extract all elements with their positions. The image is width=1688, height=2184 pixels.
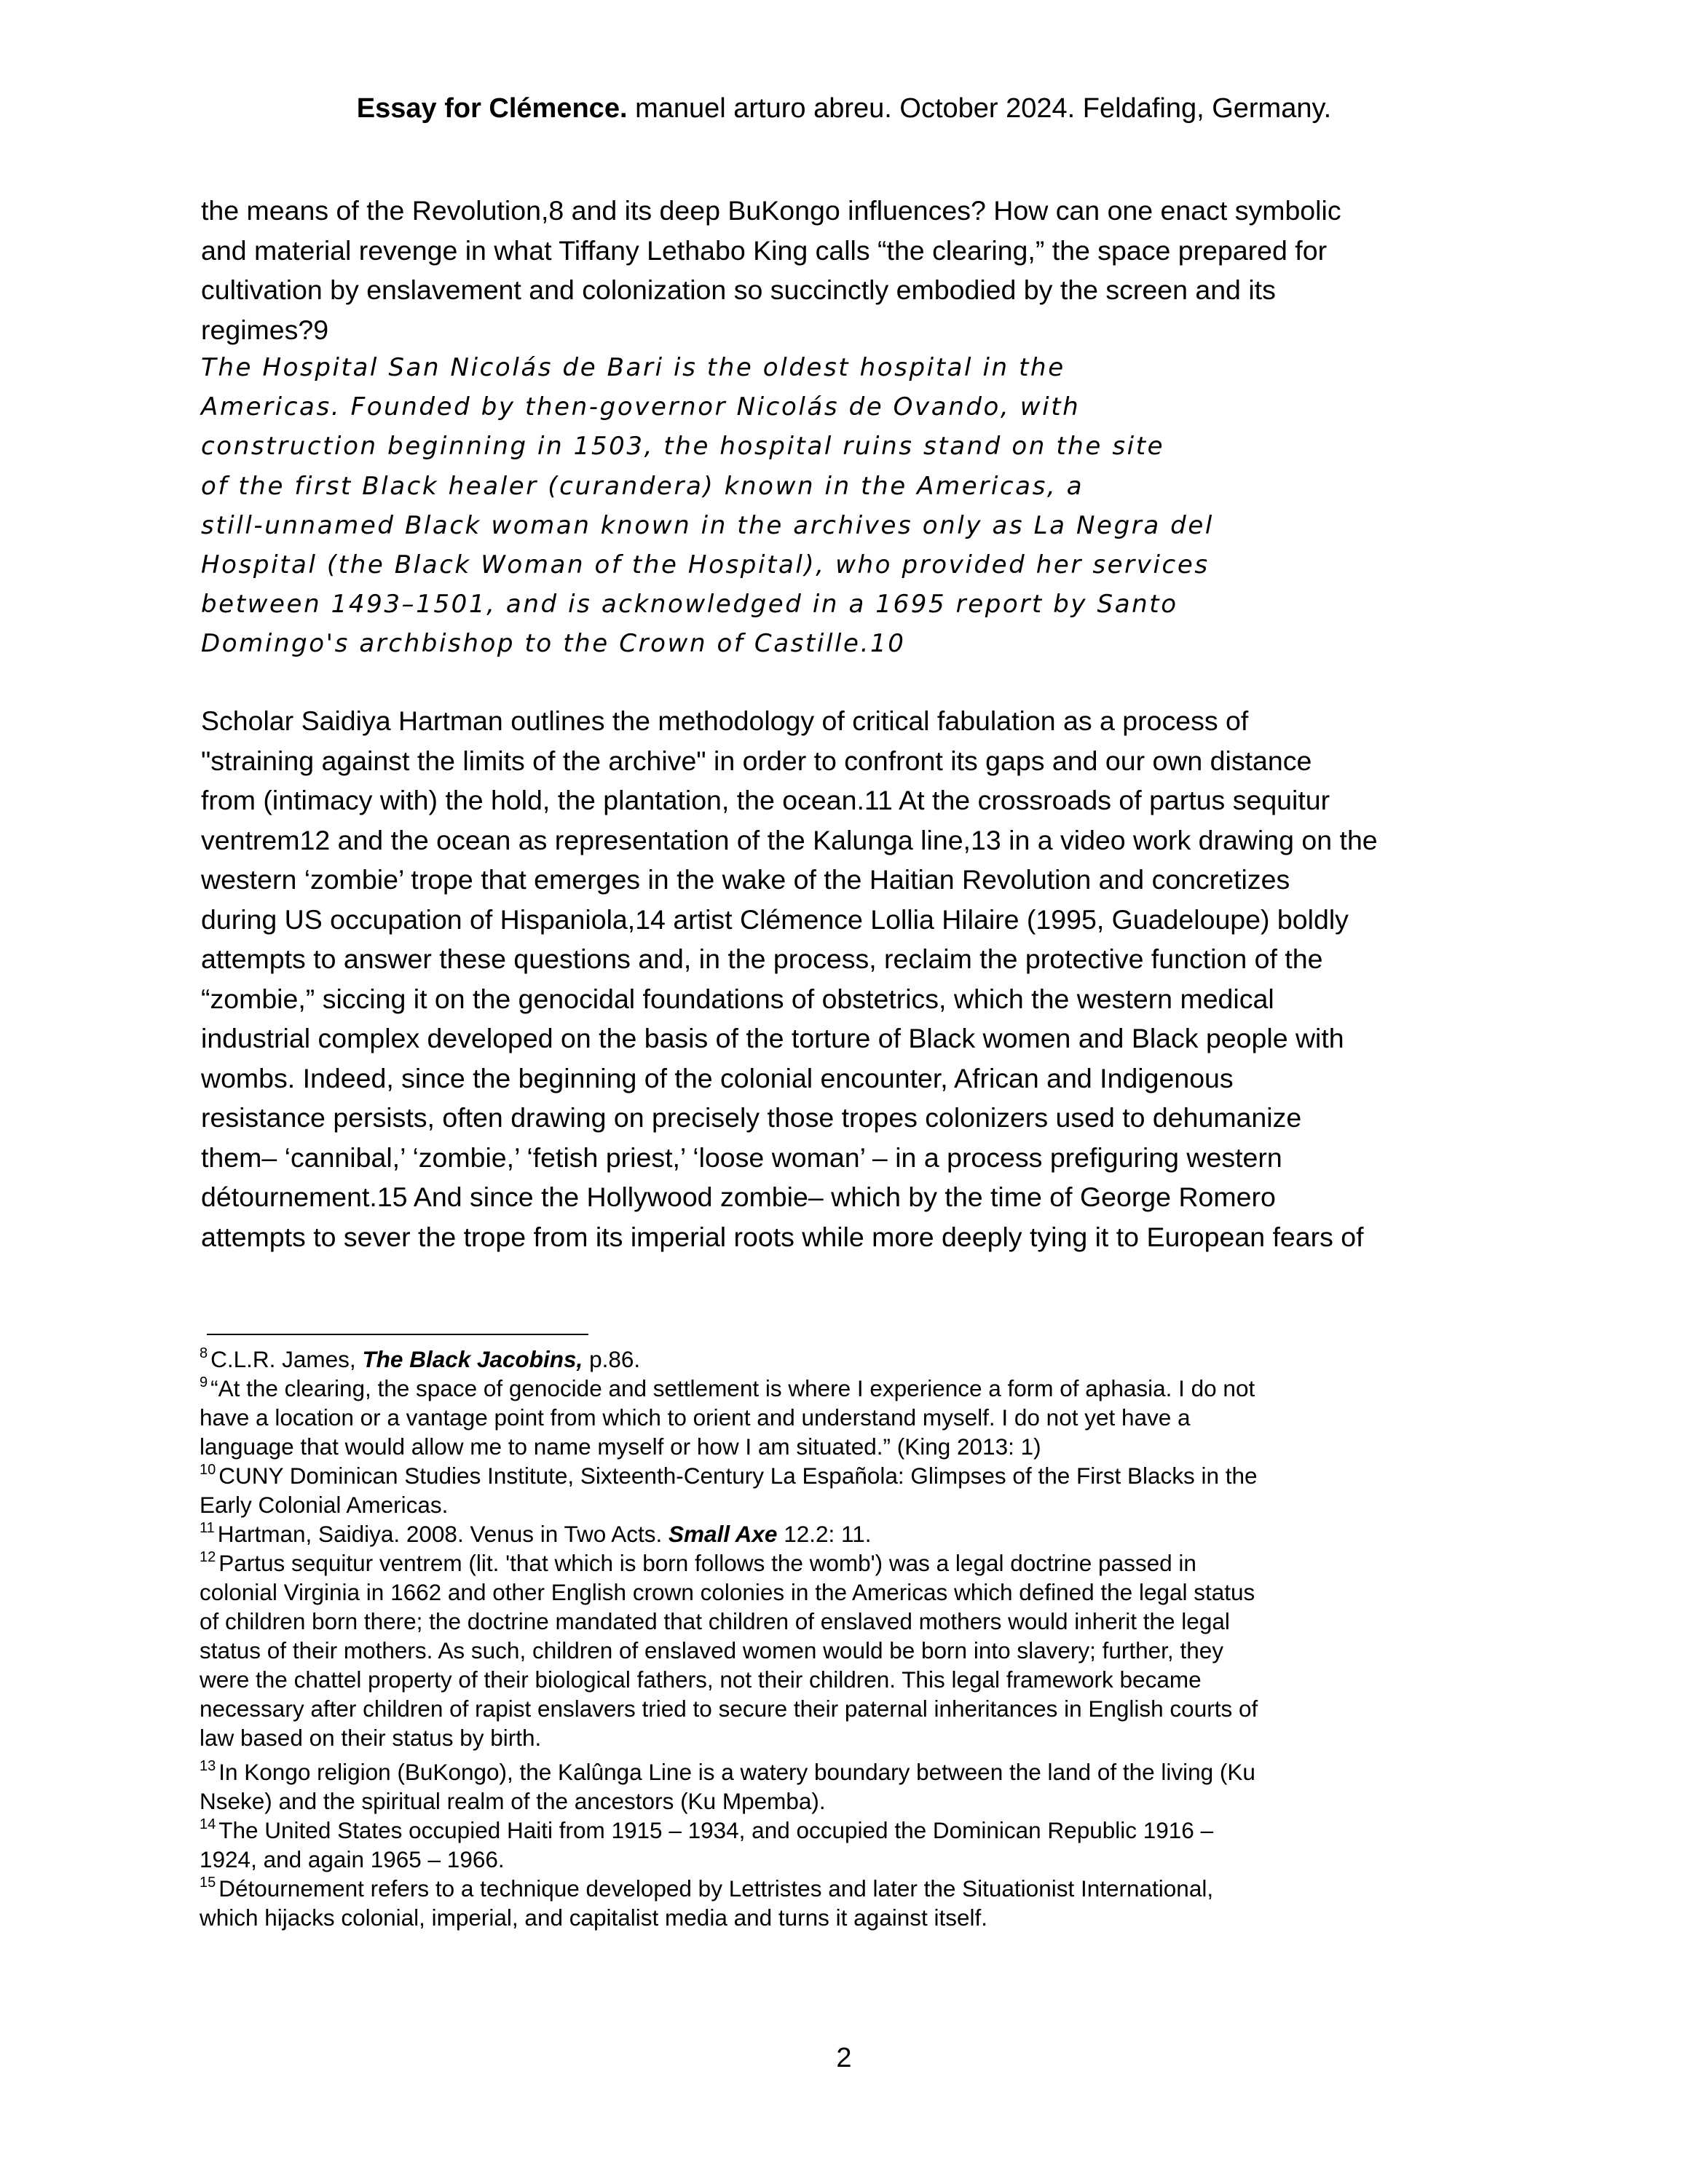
text-line: cultivation by enslavement and colonization so succinctly embodied by the screen and its (201, 274, 1276, 305)
text-line: détournement.15 And since the Hollywood zombie– which by the time of George Romero (201, 1182, 1276, 1212)
text-line: wombs. Indeed, since the beginning of the colonial encounter, African and Indigenous (201, 1062, 1234, 1093)
footnote-text: which hijacks colonial, imperial, and capitalist media and turns it against itself. (200, 1904, 988, 1931)
page-header (0, 92, 1688, 125)
footnote-text: status of their mothers. As such, children of enslaved women would be born into slavery; further, they (200, 1637, 1223, 1663)
header-byline: manuel arturo abreu. October 2024. Feldafing, Germany. (627, 93, 1332, 124)
text-line: and material revenge in what Tiffany Lethabo King calls “the clearing,” the space prepared for (201, 234, 1328, 266)
body-paragraph-2 (201, 701, 1519, 1257)
footnote-separator (207, 1334, 588, 1335)
text-line: regimes?9 (201, 314, 329, 345)
footnote-number: 10 (200, 1462, 216, 1478)
quote-line: of the first Black healer (curandera) known in the Americas, a (201, 471, 1084, 501)
footnote-text: law based on their status by birth. (200, 1725, 542, 1751)
footnote-text: Détournement refers to a technique developed by Lettristes and later the Situationist International, (218, 1875, 1214, 1902)
quote-line: Hospital (the Black Woman of the Hospital), who provided her services (201, 550, 1210, 580)
page-number: 2 (836, 2043, 852, 2073)
footnote-text: colonial Virginia in 1662 and other English crown colonies in the Americas which defined the legal status (200, 1579, 1255, 1605)
text-line: western ‘zombie’ trope that emerges in the wake of the Haitian Revolution and concretizes (201, 864, 1290, 895)
header-title: Essay for Clémence. (356, 93, 628, 124)
footnote-number: 14 (200, 1816, 216, 1832)
footnote-text: language that would allow me to name myself or how I am situated.” (King 2013: 1) (200, 1433, 1041, 1460)
text-line: during US occupation of Hispaniola,14 artist Clémence Lollia Hilaire (1995, Guadeloupe) boldly (201, 903, 1349, 935)
footnote-text: have a location or a vantage point from which to orient and understand myself. I do not yet have a (200, 1404, 1191, 1431)
text-line: industrial complex developed on the basis of the torture of Black women and Black people with (201, 1023, 1344, 1053)
footnote-text: Nseke) and the spiritual realm of the ancestors (Ku Mpemba). (200, 1788, 826, 1814)
quote-line: Americas. Founded by then-governor Nicolás de Ovando, with (201, 392, 1081, 422)
footnote-text: 1924, and again 1965 – 1966. (200, 1846, 505, 1872)
text-line: "straining against the limits of the archive" in order to confront its gaps and our own distance (201, 745, 1312, 776)
footnote-9 (200, 1374, 1510, 1461)
text-line: “zombie,” siccing it on the genocidal foundations of obstetrics, which the western medical (201, 983, 1274, 1014)
footnote-number: 12 (200, 1549, 216, 1565)
footnote-number: 9 (200, 1374, 208, 1390)
text-line: attempts to answer these questions and, in the process, reclaim the protective function of the (201, 943, 1323, 974)
footnote-text: Partus sequitur ventrem (lit. 'that which is born follows the womb') was a legal doctrine passed in (218, 1550, 1196, 1576)
footnote-text: C.L.R. James, (210, 1346, 363, 1372)
footnote-text: Early Colonial Americas. (200, 1492, 449, 1518)
text-line: resistance persists, often drawing on precisely those tropes colonizers used to dehumanize (201, 1102, 1302, 1133)
footnote-text: “At the clearing, the space of genocide and settlement is where I experience a form of aphasia. I do not (210, 1375, 1255, 1401)
text-line: them– ‘cannibal,’ ‘zombie,’ ‘fetish priest,’ ‘loose woman’ – in a process prefiguring western (201, 1142, 1282, 1173)
footnote-journal-title: Small Axe (669, 1521, 778, 1547)
footnote-text: CUNY Dominican Studies Institute, Sixteenth-Century La Española: Glimpses of the First Blacks in the (218, 1463, 1258, 1489)
text-line: ventrem12 and the ocean as representation of the Kalunga line,13 in a video work drawing on the (201, 824, 1378, 855)
footnote-13 (200, 1757, 1510, 1816)
footnote-text: Hartman, Saidiya. 2008. Venus in Two Acts. (217, 1521, 669, 1547)
quote-line: The Hospital San Nicolás de Bari is the oldest hospital in the (201, 353, 1065, 382)
footnote-12 (200, 1548, 1510, 1752)
text-line: the means of the Revolution,8 and its deep BuKongo influences? How can one enact symbolic (201, 195, 1341, 226)
footnote-10 (200, 1461, 1510, 1519)
footnote-8 (200, 1345, 1510, 1374)
footnote-number: 13 (200, 1758, 216, 1774)
text-line: from (intimacy with) the hold, the plantation, the ocean.11 At the crossroads of partus sequitur (201, 785, 1330, 815)
quote-line: Domingo's archbishop to the Crown of Castille.10 (201, 629, 906, 659)
text-line: attempts to sever the trope from its imperial roots while more deeply tying it to European fears of (201, 1221, 1364, 1252)
footnote-text: 12.2: 11. (777, 1521, 872, 1547)
footnote-text: of children born there; the doctrine mandated that children of enslaved mothers would inherit the legal (200, 1608, 1230, 1634)
footnote-number: 8 (200, 1345, 208, 1361)
quote-line: construction beginning in 1503, the hospital ruins stand on the site (201, 432, 1165, 462)
footnote-11 (200, 1519, 1510, 1548)
footnote-book-title: The Black Jacobins, (362, 1346, 583, 1372)
footnote-text: In Kongo religion (BuKongo), the Kalûnga Line is a watery boundary between the land of the living (Ku (218, 1759, 1255, 1785)
footnote-number: 15 (200, 1875, 216, 1891)
footnote-text: The United States occupied Haiti from 1915 – 1934, and occupied the Dominican Republic 1916 – (218, 1817, 1214, 1843)
italic-block-quote (201, 348, 1483, 664)
footnote-15 (200, 1874, 1510, 1932)
footnote-text: were the chattel property of their biological fathers, not their children. This legal framework became (200, 1666, 1202, 1693)
quote-line: between 1493–1501, and is acknowledged in a 1695 report by Santo (201, 590, 1178, 620)
footnotes (200, 1345, 1510, 1932)
footnote-text: p.86. (583, 1346, 641, 1372)
body-paragraph-1 (201, 191, 1519, 349)
text-line: Scholar Saidiya Hartman outlines the methodology of critical fabulation as a process of (201, 705, 1249, 736)
footnote-14 (200, 1816, 1510, 1874)
quote-line: still-unnamed Black woman known in the archives only as La Negra del (201, 510, 1214, 540)
footnote-number: 11 (200, 1520, 215, 1536)
footnote-text: necessary after children of rapist enslavers tried to secure their paternal inheritances in English courts of (200, 1696, 1258, 1722)
